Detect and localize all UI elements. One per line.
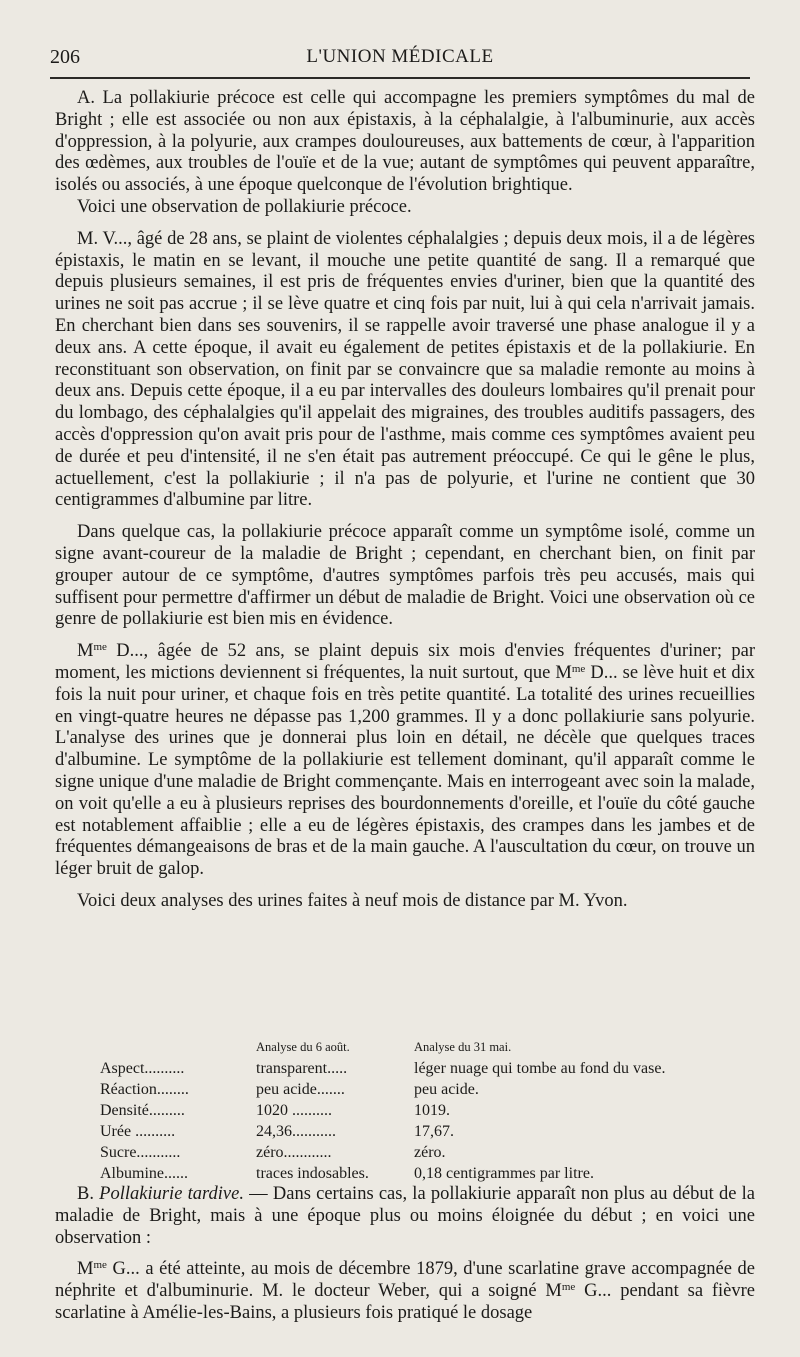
table-cell: peu acide.	[414, 1081, 479, 1098]
table-row	[100, 1121, 720, 1142]
paragraph-pollakiurie-tardive: B. Pollakiurie tardive. — Dans certains cas, la pollakiurie apparaît non plus au début de la maladie de Bright, mais à une époque plus ou moins éloignée du début ; en voici une observation :	[55, 1184, 755, 1248]
table-row	[100, 1163, 720, 1184]
section-title-tardive: Pollakiurie tardive.	[93, 1184, 244, 1204]
table-cell: zéro.	[414, 1144, 446, 1161]
table-header-cell	[100, 1037, 256, 1058]
table-cell: Urée ..........	[100, 1123, 176, 1140]
table-cell: peu acide.......	[256, 1081, 345, 1098]
paragraph-text: La pollakiurie précoce est celle qui accompagne les premiers symptômes du mal de Bright ; elle est associée ou non aux épistaxis, à la céphalalgie, à l'albuminurie, aux accès d'oppression, à la polyurie, aux crampes douloureuses, aux battements de cœur, à l'apparition des œdèmes, aux troubles de l'ouïe et de la vue; autant de symptômes qui peuvent apparaître, isolés ou associés, à une époque quelconque de l'évolution brightique.	[55, 88, 755, 196]
table-header-row	[100, 1037, 720, 1058]
table-cell: Aspect..........	[100, 1060, 185, 1077]
running-title: L'UNION MÉDICALE	[306, 46, 494, 67]
page-number: 206	[50, 46, 80, 68]
body-text-bottom	[55, 1184, 755, 1325]
table-cell: 0,18 centigrammes par litre.	[414, 1165, 594, 1182]
table-cell: zéro............	[256, 1144, 332, 1161]
table-cell: transparent.....	[256, 1060, 348, 1077]
paragraph-pollakiurie-precoce	[55, 88, 755, 197]
table-header-cell: Analyse du 6 août.	[256, 1040, 350, 1054]
table-cell: 1020 ..........	[256, 1102, 332, 1119]
table-header-cell: Analyse du 31 mai.	[414, 1040, 512, 1054]
table-row	[100, 1058, 720, 1079]
table-cell: 17,67.	[414, 1123, 454, 1140]
table-cell: Densité.........	[100, 1102, 185, 1119]
body-text-top	[55, 88, 755, 913]
paragraph-intro-observation: Voici une observation de pollakiurie précoce.	[77, 196, 412, 217]
table-cell: léger nuage qui tombe au fond du vase.	[414, 1060, 666, 1077]
paragraph-observation-mv: M. V..., âgé de 28 ans, se plaint de violentes céphalalgies ; depuis deux mois, il a de légères épistaxis, le matin en se levant, il mouche une petite quantité de sang. Il a remarqué que depuis plusieurs semaines, il est pris de fréquentes envies d'uriner, bien que la quantité des urines ne soit pas accrue ; il se lève quatre et cinq fois par nuit, lui à qui cela n'arrivait jamais. En cherchant bien dans ses souvenirs, il se rappelle avoir traversé une phase analogue il y a deux ans. A cette époque, il avait eu également de petites épistaxis et de la pollakiurie. En reconstituant son observation, on finit par se convaincre que sa maladie remonte au moins à deux ans. Depuis cette époque, il a eu par intervalles des douleurs lombaires qu'il prenait pour du lombago, des céphalalgies qu'il appelait des migraines, des troubles auditifs passagers, des accès d'oppression qu'on avait pris pour de l'asthme, mais comme ces symptômes avaient peu de durée et peu d'intensité, il ne s'en était pas autrement préoccupé. Ce qui le gêne le plus, actuellement, c'est la pollakiurie ; il n'a pas de polyurie, et l'urine ne contient que 30 centigrammes d'albumine par litre.	[55, 228, 755, 511]
table-cell: 1019.	[414, 1102, 450, 1119]
table-cell: traces indosables.	[256, 1165, 369, 1182]
table-cell: 24,36...........	[256, 1123, 336, 1140]
table-cell: Albumine......	[100, 1165, 188, 1182]
table-cell: Réaction........	[100, 1081, 189, 1098]
paragraph-analyses-intro: Voici deux analyses des urines faites à neuf mois de distance par M. Yvon.	[77, 890, 628, 911]
paragraph-observation-mme-d: $M^{me}$ D..., âgée de 52 ans, se plaint depuis six mois d'envies fréquentes d'uriner; par moment, les mictions deviennent si fréquentes, la nuit surtout, que $M^{me}$ D... se lève huit et dix fois la nuit pour uriner, et chaque fois en très petite quantité. La totalité des urines recueillies en vingt-quatre heures ne dépasse pas 1,200 grammes. Il y a donc pollakiurie sans polyurie. L'analyse des urines que je donnerai plus loin en détail, ne décèle que quelques traces d'albumine. Le symptôme de la pollakiurie est tellement dominant, qu'il apparaît comme le signe unique d'une maladie de Bright commençante. Mais en interrogeant avec soin la malade, on voit qu'elle a eu à plusieurs reprises des bourdonnements d'oreille, et l'ouïe du côté gauche est notablement affaiblie ; elle a eu de légères épistaxis, des crampes dans les jambes et de fréquentes démangeaisons de bras et de la main gauche. A l'auscultation du cœur, on trouve un léger bruit de galop.	[55, 641, 755, 880]
table-row	[100, 1079, 720, 1100]
table-row	[100, 1142, 720, 1163]
header-rule	[50, 77, 750, 79]
table-row	[100, 1100, 720, 1121]
page-header	[50, 42, 750, 76]
section-letter-a: A.	[77, 88, 95, 108]
paragraph-symptome-isole: Dans quelque cas, la pollakiurie précoce apparaît comme un symptôme isolé, comme un signe avant-coureur de la maladie de Bright ; cependant, en cherchant bien, on finit par grouper autour de ce symptôme, d'autres symptômes parfois très peu accusés, mais qui suffisent pour permettre d'affirmer un début de maladie de Bright. Voici une observation où ce genre de pollakiurie est bien mis en évidence.	[55, 522, 755, 630]
paragraph-observation-mme-g: $M^{me}$ G... a été atteinte, au mois de décembre 1879, d'une scarlatine grave accompagnée de néphrite et d'albuminurie. M. le docteur Weber, qui a soigné $M^{me}$ G... pendant sa fièvre scarlatine à Amélie-les-Bains, a plusieurs fois pratiqué le dosage	[55, 1259, 756, 1323]
urine-analysis-table	[100, 1037, 720, 1184]
section-letter-b: B.	[77, 1184, 94, 1204]
table-cell: Sucre...........	[100, 1144, 181, 1161]
